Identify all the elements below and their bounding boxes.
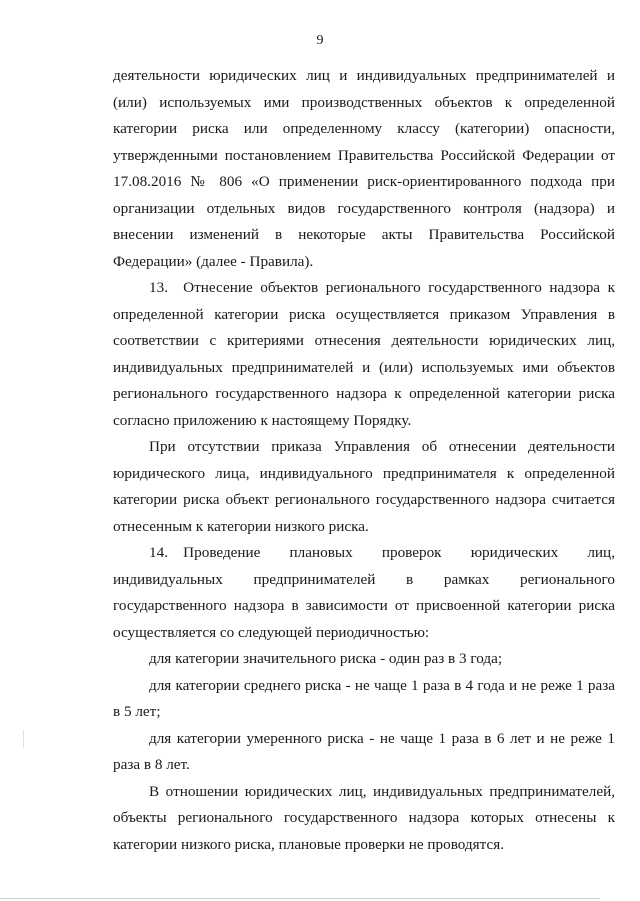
- list-item-medium-risk: для категории среднего риска - не чаще 1 раза в 4 года и не реже 1 раза в 5 лет;: [113, 676, 615, 720]
- page-number: 9: [316, 33, 324, 48]
- paragraph-item-14: 14. Проведение плановых проверок юридических лиц, индивидуальных предпринимателей в рамках регионального государственного надзора в зависимости от присвоенной категории риска осуществляется со следующей периодичностью:: [113, 544, 615, 641]
- document-body: [113, 63, 615, 858]
- paragraph-continuation: деятельности юридических лиц и индивидуальных предпринимателей и (или) используемых ими производственных объектов к определенной категории риска или определенному классу (категории) опасности, утвержденными постановлением Правительства Российской Федерации от 17.08.2016 № 806 «О применении риск-ориентированного подхода при организации отдельных видов государственного контроля (надзора) и внесении изменений в некоторые акты Правительства Российской Федерации» (далее - Правила).: [113, 67, 615, 270]
- paragraph-no-order: При отсутствии приказа Управления об отнесении деятельности юридического лица, индивидуального предпринимателя к определенной категории риска объект регионального государственного надзора считается отнесенным к категории низкого риска.: [113, 438, 615, 535]
- scan-artifact: [23, 730, 24, 748]
- paragraph-item-13: 13. Отнесение объектов регионального государственного надзора к определенной категории риска осуществляется приказом Управления в соответствии с критериями отнесения деятельности юридических лиц, индивидуальных предпринимателей и (или) используемых ими объектов регионального государственного надзора к определенной категории риска согласно приложению к настоящему Порядку.: [113, 279, 615, 429]
- page-bottom-edge: [0, 898, 600, 899]
- paragraph-low-risk: В отношении юридических лиц, индивидуальных предпринимателей, объекты регионального государственного надзора которых отнесены к категории низкого риска, плановые проверки не проводятся.: [113, 782, 615, 853]
- list-item-moderate-risk: для категории умеренного риска - не чаще 1 раза в 6 лет и не реже 1 раза в 8 лет.: [113, 729, 615, 773]
- list-item-significant-risk: для категории значительного риска - один раз в 3 года;: [149, 650, 503, 667]
